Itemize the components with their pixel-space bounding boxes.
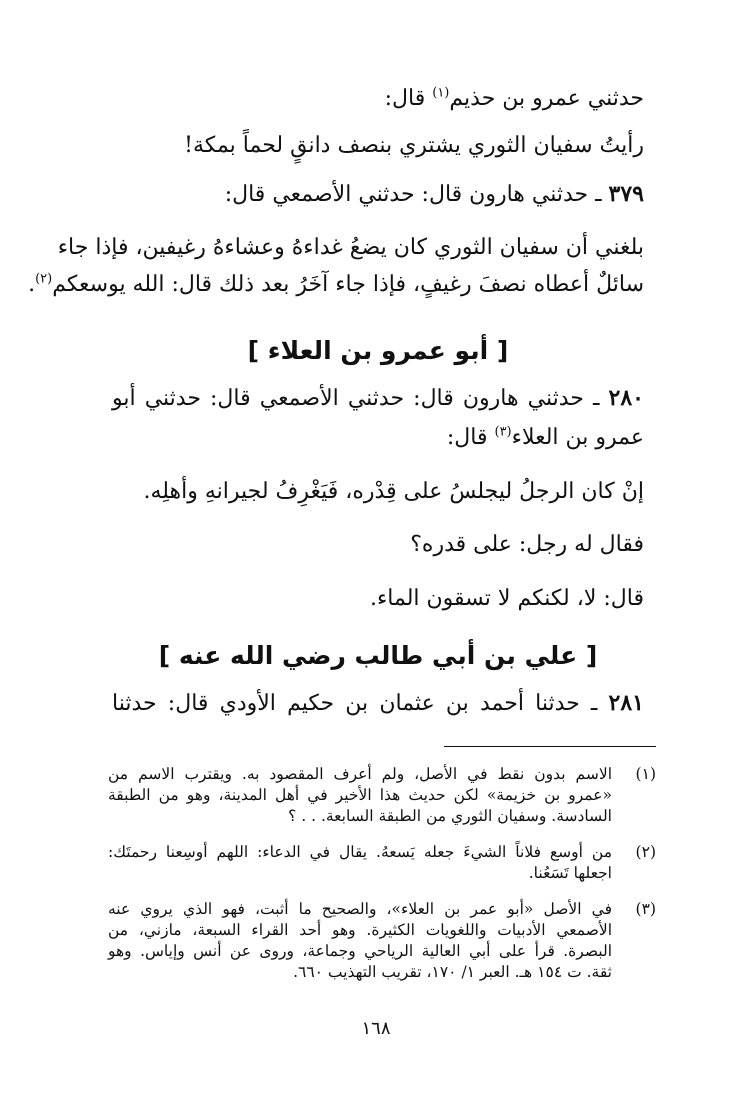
footnote-separator	[444, 746, 656, 747]
text-run: عمرو بن العلاء	[511, 425, 644, 450]
footnote-line: في الأصل «أبو عمر بن العلاء»، والصحيح ما أثبت، فهو الذي يروي عنه	[108, 900, 612, 918]
body-line-5	[28, 270, 644, 300]
body-line-9: فقال له رجل: على قدره؟	[410, 532, 644, 557]
footnote-line: من أوسع فلاناً الشيءَ جعله يَسعهُ. يقال في الدعاء: اللهم أوسِعنا رحمتَك:	[108, 843, 612, 861]
narration-number-280: ٢٨٠	[608, 385, 644, 411]
page-number: ١٦٨	[361, 1018, 391, 1039]
body-line-3	[112, 179, 644, 210]
footnote-marker: (٣)	[635, 900, 656, 918]
text-run: سائلٌ أعطاه نصفَ رغيفٍ، فإذا جاء آخَرُ بعد ذلك قال: الله يوسعكم	[52, 272, 644, 297]
footnote-line: الأصمعي الأدبيات واللغويات الكثيرة. وهو أحد القراء السبعة، مازني، من	[108, 921, 612, 939]
footnote-line: ثقة. ت ١٥٤ هـ. العبر ١/ ١٧٠، تقريب التهذيب ٦٦٠.	[293, 963, 612, 981]
body-line-7	[112, 423, 644, 453]
text-run: قال:	[446, 425, 495, 450]
body-line-1	[112, 84, 644, 114]
section-heading-abu-amr: [ أبو عمرو بن العلاء ]	[247, 336, 509, 365]
footnote-text	[108, 764, 612, 827]
footnote-marker: (٢)	[635, 843, 656, 861]
footnote-3	[108, 899, 656, 983]
text-run: ـ حدثني هارون قال: حدثني الأصمعي قال: حدثني أبو	[112, 386, 609, 411]
text-run: حدثني عمرو بن حذيم	[449, 86, 644, 111]
footnote-ref-2[interactable]: (٢)	[35, 271, 53, 287]
text-run: .	[28, 272, 36, 297]
footnote-line: اجعلها تَسَعُنا.	[528, 864, 612, 882]
footnote-2	[108, 842, 656, 884]
text-run: ـ حدثني هارون قال: حدثني الأصمعي قال:	[224, 182, 609, 207]
body-line-2: رأيتُ سفيان الثوري يشتري بنصف دانقٍ لحماً بمكة!	[184, 133, 644, 158]
body-line-11	[112, 688, 644, 719]
footnote-marker: (١)	[635, 765, 656, 783]
narration-number-281: ٢٨١	[608, 690, 644, 716]
body-line-6	[112, 383, 644, 414]
section-heading-ali: [ علي بن أبي طالب رضي الله عنه ]	[158, 641, 598, 670]
footnote-text	[108, 842, 612, 884]
footnote-line: البصرة. قرأ على أبي العالية الرياحي وجماعة، وروى عن أنس وإياس. وهو	[108, 942, 612, 960]
footnote-ref-1[interactable]: (١)	[432, 85, 450, 101]
body-line-8: إنْ كان الرجلُ ليجلسُ على قِدْره، فَيَغْرِفُ لجيرانهِ وأهلِه.	[143, 479, 644, 504]
text-run: قال:	[384, 86, 433, 111]
footnote-line: «عمرو بن خزيمة» لكن حديث هذا الأخير في أهل المدينة، وهو من الطبقة	[108, 786, 612, 804]
footnote-ref-3[interactable]: (٣)	[494, 424, 512, 440]
footnote-line: السادسة. وسفيان الثوري من الطبقة السابعة. . . ؟	[288, 807, 612, 825]
footnote-line: الاسم بدون نقط في الأصل، ولم أعرف المقصود به. ويقترب الاسم من	[108, 765, 612, 783]
footnote-1	[108, 764, 656, 827]
text-run: ـ حدثنا أحمد بن عثمان بن حكيم الأودي قال: حدثنا	[112, 691, 609, 716]
footnote-text	[108, 899, 612, 983]
narration-number-279: ٣٧٩	[608, 181, 644, 207]
body-line-4: بلغني أن سفيان الثوري كان يضعُ غداءهُ وعشاءهُ رغيفين، فإذا جاء	[57, 235, 644, 260]
body-line-10: قال: لا، لكنكم لا تسقون الماء.	[369, 586, 644, 611]
